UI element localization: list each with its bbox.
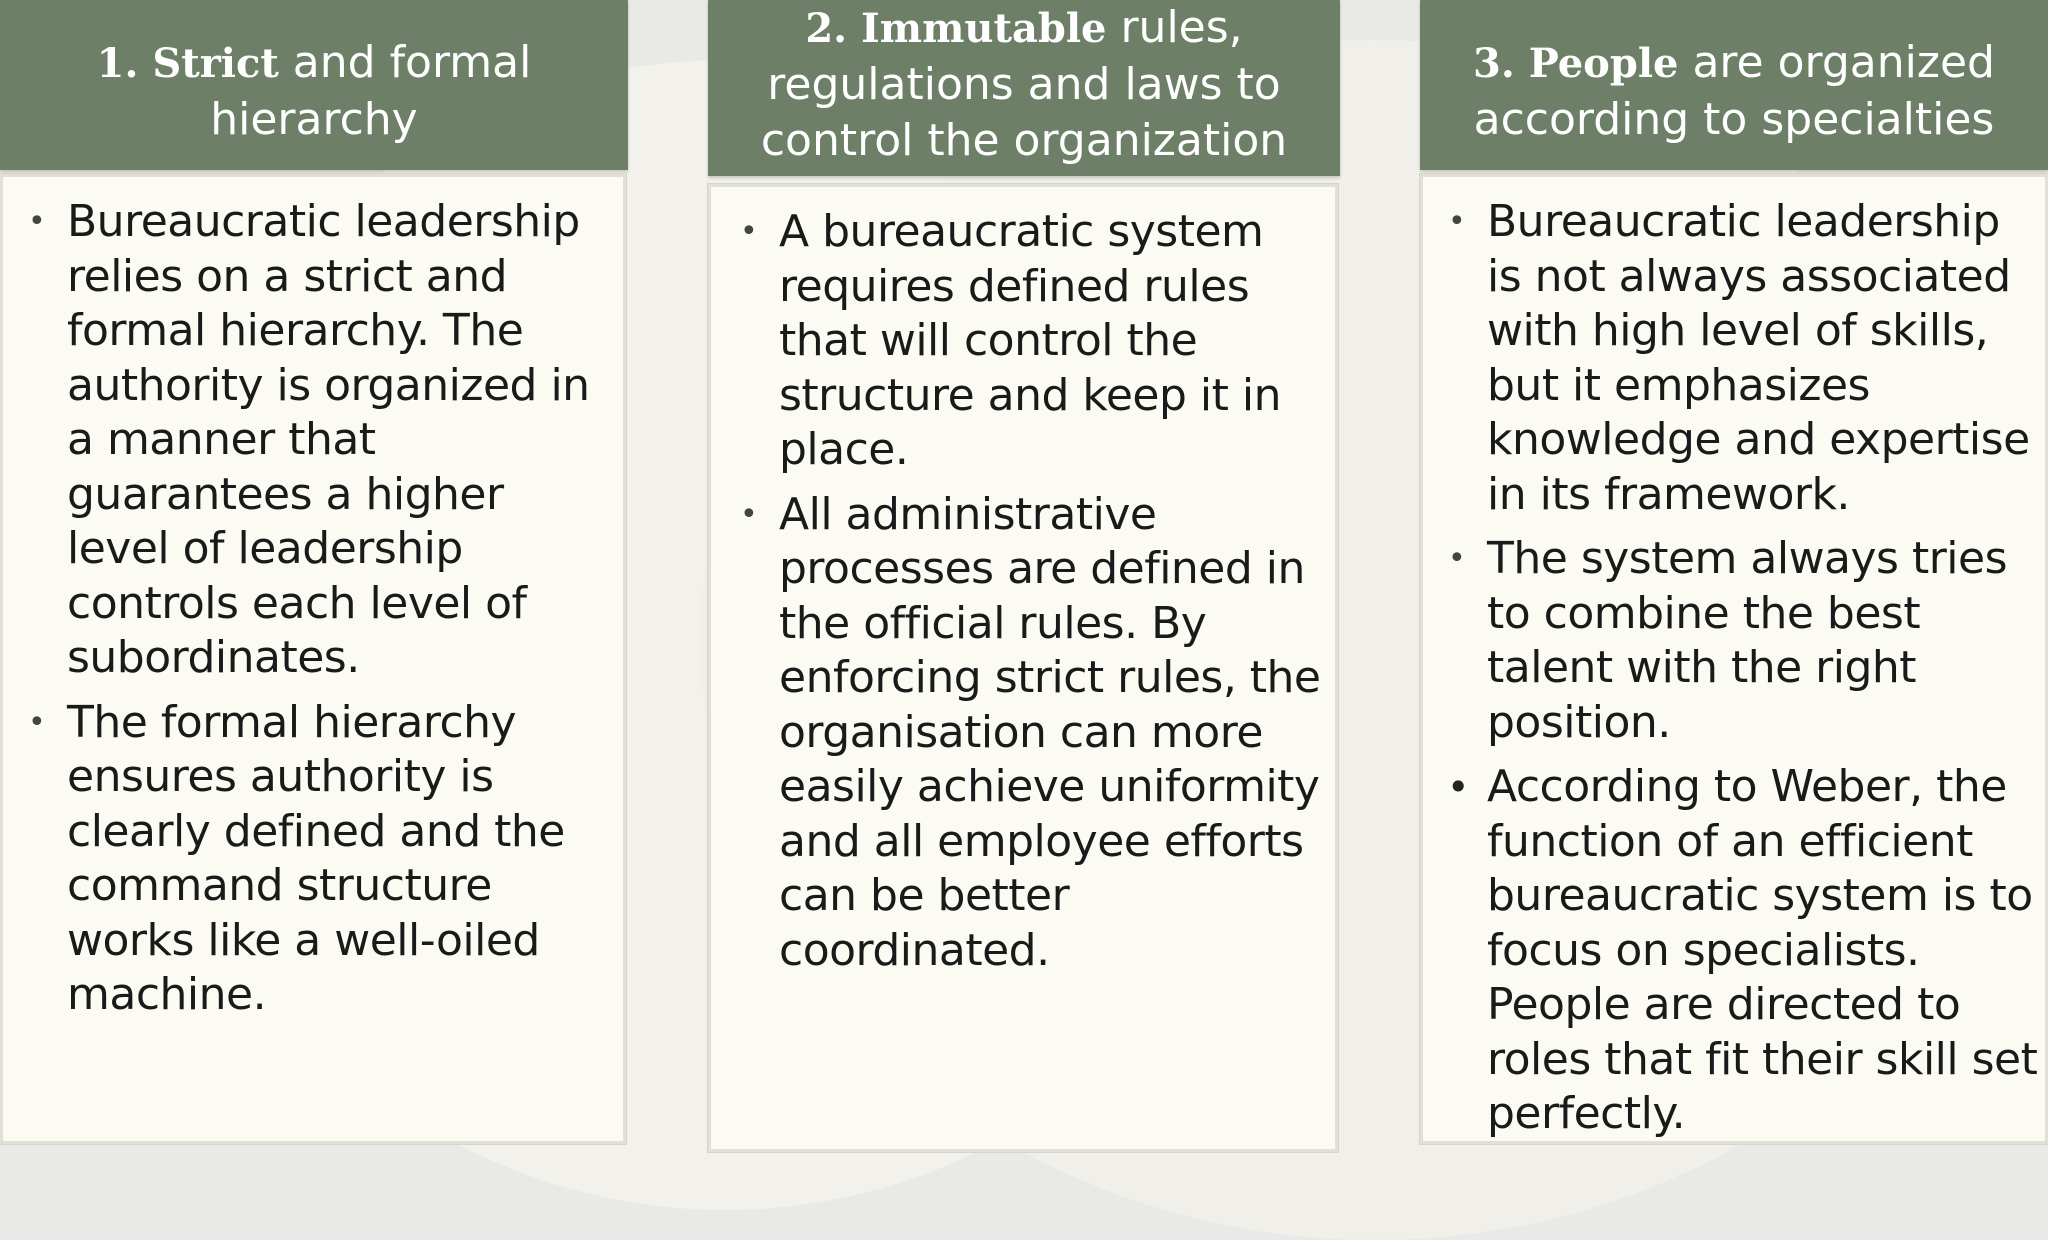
bullet-text: The system always tries to combine the best talent with the right position.	[1487, 533, 2008, 748]
list-item	[725, 488, 1321, 979]
column-title-text-2: rules, regulations and laws to control the organization	[760, 1, 1288, 166]
column-header-2	[708, 0, 1340, 176]
column-body-2	[708, 184, 1338, 1152]
column-body-1	[0, 174, 626, 1144]
column-header-1	[0, 0, 628, 170]
column-card-3	[1420, 0, 2048, 1152]
bullet-text: Bureaucratic leadership is not always associated with high level of skills, but it emphasizes knowledge and expertise in its framework.	[1487, 196, 2030, 520]
list-item	[13, 696, 609, 1023]
column-number-1: 1. Strict	[96, 39, 279, 87]
list-item	[1433, 195, 2045, 522]
list-item	[1433, 760, 2045, 1142]
column-number-2: 2. Immutable	[805, 4, 1107, 52]
bullet-text: According to Weber, the function of an efficient bureaucratic system is to focus on specialists. People are directed to roles that fit their skill set perfectly.	[1487, 761, 2038, 1139]
list-item	[1433, 532, 2045, 750]
bullet-icon: •	[1447, 765, 1469, 809]
bullet-text: Bureaucratic leadership relies on a strict and formal hierarchy. The authority is organized in a manner that guarantees a higher level of leadership controls each level of subordinates.	[67, 196, 590, 683]
bullet-text: All administrative processes are defined in the official rules. By enforcing strict rules, the organisation can more easily achieve uniformity and all employee efforts can be better coordinated.	[779, 488, 1321, 976]
bullet-icon: •	[28, 704, 46, 740]
column-card-2	[708, 0, 1340, 1152]
column-title-1	[20, 35, 608, 148]
list-item	[725, 205, 1321, 478]
list-item	[13, 195, 609, 686]
bullet-icon: •	[1448, 204, 1466, 239]
column-title-text-3: are organized according to specialties	[1473, 36, 1995, 145]
bullet-list-3	[1433, 195, 2045, 1142]
bullet-text: The formal hierarchy ensures authority is clearly defined and the command structure works like a well-oiled machine.	[67, 696, 565, 1020]
bullet-list-2	[725, 205, 1321, 978]
column-body-3	[1420, 174, 2048, 1144]
column-card-1	[0, 0, 630, 1152]
column-title-2	[728, 0, 1320, 169]
column-title-text-1: and formal hierarchy	[210, 36, 532, 145]
column-number-3: 3. People	[1473, 39, 1679, 87]
bullet-icon: •	[740, 496, 758, 532]
bullet-icon: •	[1448, 541, 1466, 576]
bullet-icon: •	[28, 204, 46, 239]
column-header-3	[1420, 0, 2048, 170]
bullet-list-1	[13, 195, 609, 1023]
column-title-3	[1450, 35, 2018, 148]
bullet-text: A bureaucratic system requires defined rules that will control the structure and keep it in place.	[779, 206, 1281, 475]
bullet-icon: •	[740, 214, 758, 249]
